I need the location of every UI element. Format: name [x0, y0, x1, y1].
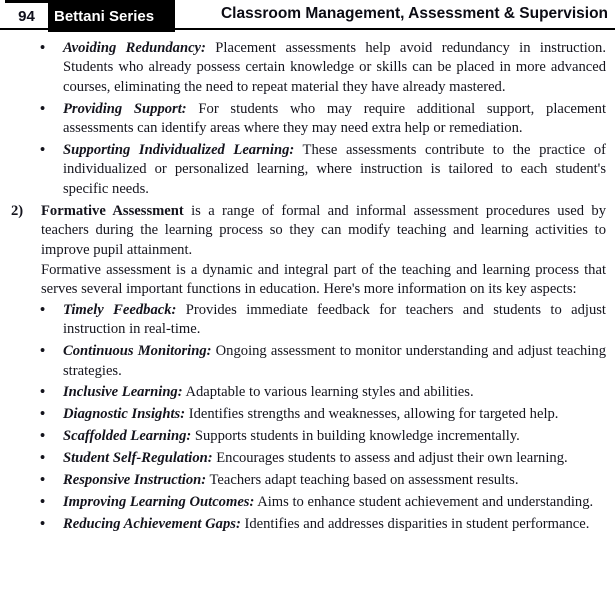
bullet-icon: •	[40, 301, 46, 318]
page-number	[5, 0, 48, 30]
item-body: Aims to enhance student achievement and understanding.	[257, 493, 594, 510]
item-heading: Supporting Individualized Learning:	[63, 142, 295, 159]
bullet-icon: •	[40, 428, 46, 445]
item-heading: Scaffolded Learning:	[63, 428, 192, 445]
list-item	[10, 405, 606, 424]
item-number: 2)	[11, 202, 24, 219]
item-heading: Inclusive Learning:	[63, 384, 183, 401]
list-item	[10, 141, 606, 199]
paragraph	[41, 202, 606, 260]
item-heading: Reducing Achievement Gaps:	[63, 515, 241, 532]
list-item	[10, 493, 606, 512]
header-rule	[0, 28, 615, 30]
item-lead-body: is a range of formal and informal assessment procedures used by teachers during the learning process so they can modify teaching and learning activities to improve pupil attainment.	[41, 202, 606, 258]
bullet-icon: •	[40, 406, 46, 423]
list-item	[10, 100, 606, 139]
item-heading: Providing Support:	[63, 100, 187, 117]
bullet-icon: •	[40, 384, 46, 401]
page-content	[0, 31, 615, 534]
bullet-icon: •	[40, 100, 46, 117]
item-body: Provides immediate feedback for teachers and students to adjust instruction in real-time.	[63, 301, 606, 338]
item-body: For students who may require additional support, placement assessments can identify areas where they may need extra help or remediation.	[63, 100, 607, 137]
bullet-icon: •	[40, 493, 46, 510]
page-header-title: Classroom Management, Assessment & Supervision	[220, 5, 608, 22]
list-item	[10, 39, 606, 97]
item-heading: Responsive Instruction:	[63, 472, 207, 489]
item-heading: Avoiding Redundancy:	[63, 40, 206, 56]
list-item	[10, 383, 606, 402]
paragraph: Formative assessment is a dynamic and integral part of the teaching and learning process that serves several important functions in education. Here's more information on its key aspects:	[41, 261, 606, 298]
list-item	[10, 515, 606, 534]
item-body: These assessments contribute to the practice of individualized or personalized learning, where instruction is tailored to each student's specific needs.	[63, 142, 607, 197]
item-heading: Continuous Monitoring:	[63, 343, 212, 360]
item-heading: Improving Learning Outcomes:	[63, 493, 255, 510]
item-body: Encourages students to assess and adjust their own learning.	[216, 450, 568, 467]
page-number-label: 94	[18, 8, 35, 25]
item-heading: Diagnostic Insights:	[63, 406, 186, 423]
item-body: Identifies and addresses disparities in student performance.	[244, 515, 590, 532]
list-item	[10, 471, 606, 490]
item-body: Supports students in building knowledge incrementally.	[194, 428, 520, 445]
series-label: Bettani Series	[54, 7, 155, 25]
list-item	[10, 301, 606, 340]
item-heading: Timely Feedback:	[63, 301, 177, 318]
item-body: Teachers adapt teaching based on assessment results.	[209, 472, 519, 489]
numbered-item	[10, 202, 606, 300]
item-body: Ongoing assessment to monitor understanding and adjust teaching strategies.	[63, 343, 606, 379]
bullet-icon: •	[40, 472, 46, 489]
bullet-icon: •	[40, 142, 46, 159]
list-item	[10, 449, 606, 468]
bullet-icon: •	[40, 40, 46, 56]
bullet-icon: •	[40, 343, 46, 360]
item-heading: Student Self-Regulation:	[63, 450, 213, 467]
item-body: Placement assessments help avoid redundancy in instruction. Students who already possess certain knowledge or skills can be placed in more advanced courses, eliminating the need to repeat material they have already mastered.	[63, 40, 606, 95]
item-body: Adaptable to various learning styles and abilities.	[185, 384, 474, 401]
item-body: Identifies strengths and weaknesses, allowing for targeted help.	[188, 406, 559, 423]
list-item	[10, 427, 606, 446]
item-lead: Formative Assessment	[41, 202, 184, 219]
list-item	[10, 342, 606, 381]
bullet-icon: •	[40, 450, 46, 467]
bullet-icon: •	[40, 515, 46, 532]
page-header	[0, 0, 615, 31]
